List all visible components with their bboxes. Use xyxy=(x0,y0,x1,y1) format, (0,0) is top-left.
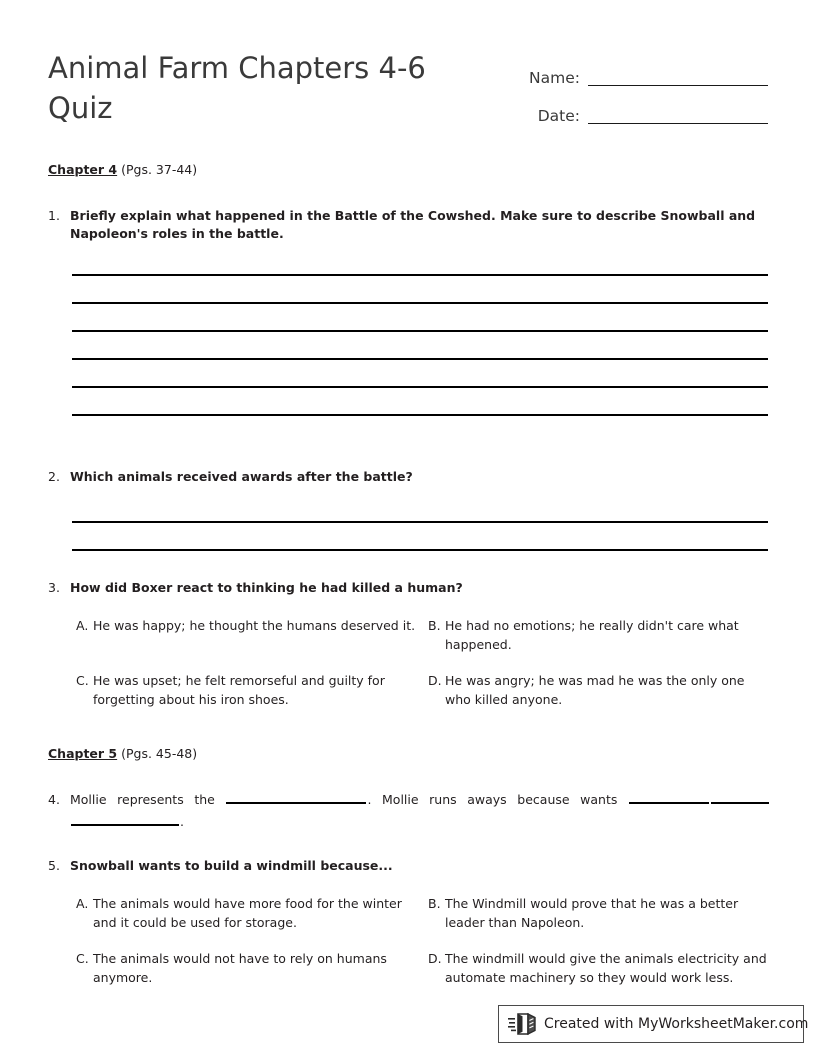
name-date-block xyxy=(520,52,768,128)
choice-letter: D. xyxy=(428,673,442,688)
question-1 xyxy=(48,207,770,243)
question-2-text: Which animals received awards after the battle? xyxy=(70,469,413,484)
page-title: Animal Farm Chapters 4-6 Quiz xyxy=(48,51,426,125)
question-3-choice-d[interactable] xyxy=(428,672,768,709)
worksheet-header xyxy=(48,44,768,128)
question-5-choices xyxy=(76,895,768,987)
question-3-number: 3. xyxy=(48,580,60,595)
choice-letter: B. xyxy=(428,618,441,633)
section-heading-chapter-5 xyxy=(48,746,197,761)
question-4-number: 4. xyxy=(48,792,60,807)
question-3-choice-c[interactable] xyxy=(76,672,428,709)
choice-text: He had no emotions; he really didn't care what happened. xyxy=(445,618,739,652)
answer-line[interactable] xyxy=(72,276,768,304)
choice-letter: C. xyxy=(76,951,89,966)
question-5-choice-c[interactable] xyxy=(76,950,428,987)
name-field-row xyxy=(520,52,768,90)
chapter-5-label: Chapter 5 xyxy=(48,746,118,761)
question-4-blank-2[interactable] xyxy=(629,789,709,804)
question-2-answer-lines[interactable] xyxy=(72,495,768,551)
name-input-rule[interactable] xyxy=(588,84,768,86)
question-4-blank-3[interactable] xyxy=(711,789,769,804)
answer-line[interactable] xyxy=(72,523,768,551)
chapter-4-pages: (Pgs. 37-44) xyxy=(117,162,198,177)
question-4-segment-2: . Mollie runs aways because wants xyxy=(367,792,628,807)
chapter-5-pages: (Pgs. 45-48) xyxy=(117,746,198,761)
chapter-4-label: Chapter 4 xyxy=(48,162,118,177)
question-3-choice-b[interactable] xyxy=(428,617,768,654)
choice-text: He was happy; he thought the humans deserved it. xyxy=(93,618,416,633)
question-3-choices xyxy=(76,617,768,709)
choice-letter: C. xyxy=(76,673,89,688)
choice-text: The Windmill would prove that he was a better leader than Napoleon. xyxy=(445,896,739,930)
question-2-number: 2. xyxy=(48,469,60,484)
question-5 xyxy=(48,857,770,875)
question-4 xyxy=(48,789,770,833)
question-5-choice-a[interactable] xyxy=(76,895,428,932)
choice-text: The windmill would give the animals electricity and automate machinery so they would work less. xyxy=(445,951,767,985)
choice-text: He was upset; he felt remorseful and guilty for forgetting about his iron shoes. xyxy=(93,673,385,707)
date-input-rule[interactable] xyxy=(588,122,768,124)
name-label: Name: xyxy=(529,69,580,87)
choice-letter: A. xyxy=(76,618,89,633)
footer-attribution-badge[interactable] xyxy=(498,1005,809,1043)
question-1-text: Briefly explain what happened in the Battle of the Cowshed. Make sure to describe Snowball and Napoleon's roles in the battle. xyxy=(70,208,756,241)
question-4-segment-1: Mollie represents the xyxy=(70,792,226,807)
question-3 xyxy=(48,579,770,597)
date-label: Date: xyxy=(537,107,580,125)
footer-attribution-text: Created with MyWorksheetMaker.com xyxy=(544,1016,809,1032)
choice-letter: D. xyxy=(428,951,442,966)
question-2 xyxy=(48,468,770,486)
choice-text: The animals would not have to rely on humans anymore. xyxy=(93,951,387,985)
choice-row xyxy=(76,895,768,932)
question-3-choice-a[interactable] xyxy=(76,617,428,654)
choice-letter: A. xyxy=(76,896,89,911)
question-5-choice-b[interactable] xyxy=(428,895,768,932)
choice-row xyxy=(76,617,768,654)
answer-line[interactable] xyxy=(72,360,768,388)
question-5-text: Snowball wants to build a windmill because... xyxy=(70,858,393,873)
answer-line[interactable] xyxy=(72,248,768,276)
section-heading-chapter-4 xyxy=(48,162,197,177)
question-4-text xyxy=(70,789,770,833)
answer-line[interactable] xyxy=(72,304,768,332)
answer-line[interactable] xyxy=(72,388,768,416)
choice-text: The animals would have more food for the winter and it could be used for storage. xyxy=(93,896,402,930)
question-4-blank-1[interactable] xyxy=(226,789,366,804)
question-5-number: 5. xyxy=(48,858,60,873)
question-1-answer-lines[interactable] xyxy=(72,248,768,416)
choice-text: He was angry; he was mad he was the only one who killed anyone. xyxy=(445,673,745,707)
question-3-text: How did Boxer react to thinking he had killed a human? xyxy=(70,580,463,595)
answer-line[interactable] xyxy=(72,495,768,523)
choice-row xyxy=(76,950,768,987)
choice-row xyxy=(76,672,768,709)
question-1-number: 1. xyxy=(48,208,60,223)
question-4-segment-4: . xyxy=(180,814,184,829)
question-5-choice-d[interactable] xyxy=(428,950,768,987)
choice-letter: B. xyxy=(428,896,441,911)
question-4-blank-4[interactable] xyxy=(71,811,179,826)
date-field-row xyxy=(520,90,768,128)
answer-line[interactable] xyxy=(72,332,768,360)
worksheet-maker-logo-icon xyxy=(508,1011,542,1037)
